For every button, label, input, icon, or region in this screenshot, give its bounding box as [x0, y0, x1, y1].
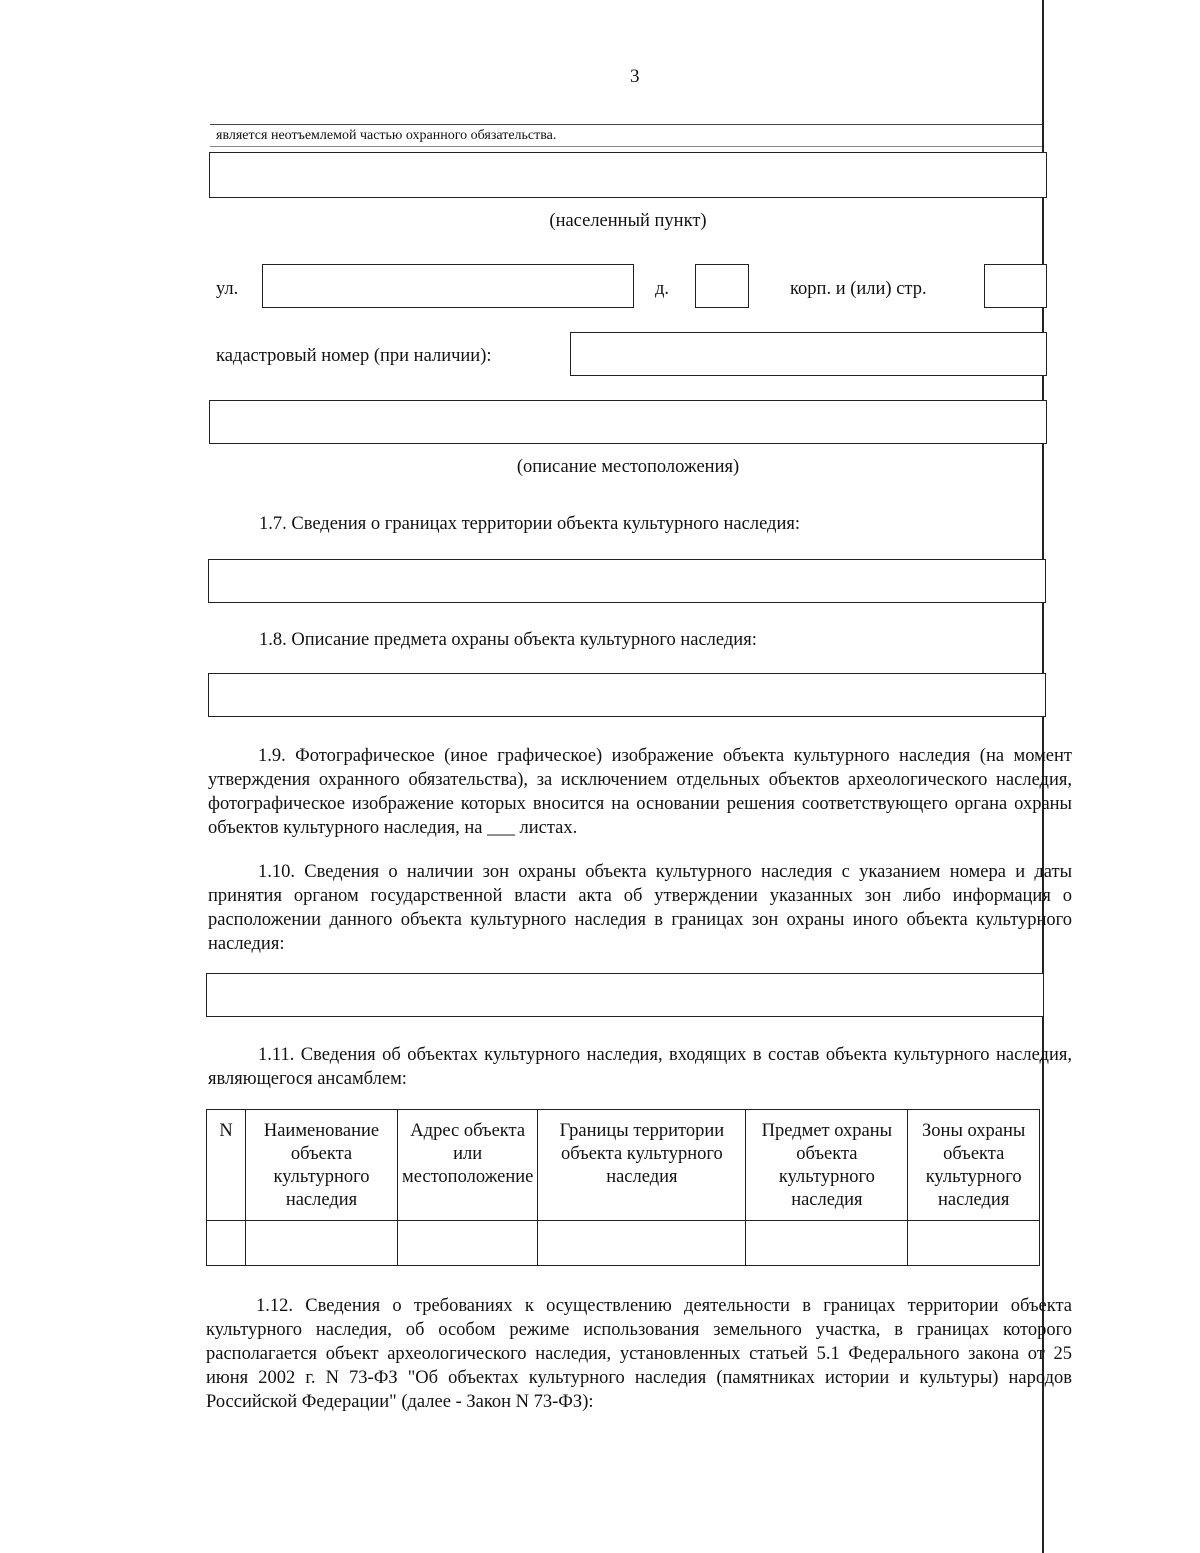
cadastral-field[interactable]	[570, 332, 1047, 376]
table-cell[interactable]	[538, 1221, 746, 1266]
table-cell[interactable]	[246, 1221, 398, 1266]
section-1-12-paragraph	[206, 1294, 1072, 1414]
section-1-11-paragraph	[208, 1043, 1072, 1091]
house-label: д.	[655, 279, 670, 299]
house-field[interactable]	[695, 264, 749, 308]
table-header: N	[207, 1110, 246, 1221]
section-1-8-heading: 1.8. Описание предмета охраны объекта культурного наследия:	[259, 630, 757, 650]
protection-subject-field[interactable]	[208, 673, 1046, 717]
page-number: 3	[630, 66, 640, 87]
location-description-field[interactable]	[209, 400, 1047, 444]
section-1-9-text: 1.9. Фотографическое (иное графическое) изображение объекта культурного наследия (на момент утверждения охранного обязательства), за исключением отдельных объектов археологического наследия, фотографическое изображение которых вносится на основании решения соответствующего органа охраны объектов культурного наследия, на ___ листах.	[208, 746, 1072, 838]
table-header: Зоны охраны объекта культурного наследия	[908, 1110, 1040, 1221]
cadastral-label: кадастровый номер (при наличии):	[216, 346, 492, 366]
table-row	[207, 1221, 1040, 1266]
section-1-9-paragraph	[208, 744, 1072, 840]
street-field[interactable]	[262, 264, 634, 308]
section-1-10-text: 1.10. Сведения о наличии зон охраны объекта культурного наследия с указанием номера и даты принятия органом государственной власти акта об утверждении указанных зон либо информация о расположении данного объекта культурного наследия в границах зон охраны иного объекта культурного наследия:	[208, 862, 1072, 954]
table-cell[interactable]	[398, 1221, 538, 1266]
ensemble-objects-table	[206, 1109, 1040, 1266]
building-field[interactable]	[984, 264, 1047, 308]
settlement-field[interactable]	[209, 152, 1047, 198]
settlement-caption: (населенный пункт)	[549, 211, 707, 231]
table-header: Наименование объекта культурного наследия	[246, 1110, 398, 1221]
section-1-7-heading: 1.7. Сведения о границах территории объекта культурного наследия:	[259, 514, 801, 534]
territory-boundaries-field[interactable]	[208, 559, 1046, 603]
table-cell[interactable]	[207, 1221, 246, 1266]
table-header-row	[207, 1110, 1040, 1221]
note-rule	[210, 146, 1042, 147]
table-cell[interactable]	[908, 1221, 1040, 1266]
protection-zones-field[interactable]	[206, 973, 1044, 1017]
street-label: ул.	[216, 279, 239, 299]
building-label: корп. и (или) стр.	[790, 279, 927, 299]
table-header: Предмет охраны объекта культурного наследия	[746, 1110, 908, 1221]
table-header: Границы территории объекта культурного наследия	[538, 1110, 746, 1221]
top-note: является неотъемлемой частью охранного обязательства.	[216, 128, 557, 143]
table-cell[interactable]	[746, 1221, 908, 1266]
location-description-caption: (описание местоположения)	[516, 457, 740, 477]
section-1-10-paragraph	[208, 860, 1072, 956]
section-1-11-text: 1.11. Сведения об объектах культурного наследия, входящих в состав объекта культурного наследия, являющегося ансамблем:	[208, 1045, 1072, 1089]
section-1-12-text: 1.12. Сведения о требованиях к осуществлению деятельности в границах территории объекта культурного наследия, об особом режиме использования земельного участка, в границах которого располагается объект археологического наследия, установленных статьей 5.1 Федерального закона от 25 июня 2002 г. N 73-ФЗ "Об объектах культурного наследия (памятниках истории и культуры) народов Российской Федерации" (далее - Закон N 73-ФЗ):	[206, 1296, 1072, 1412]
top-rule	[210, 124, 1042, 125]
table-header: Адрес объекта или местоположение	[398, 1110, 538, 1221]
